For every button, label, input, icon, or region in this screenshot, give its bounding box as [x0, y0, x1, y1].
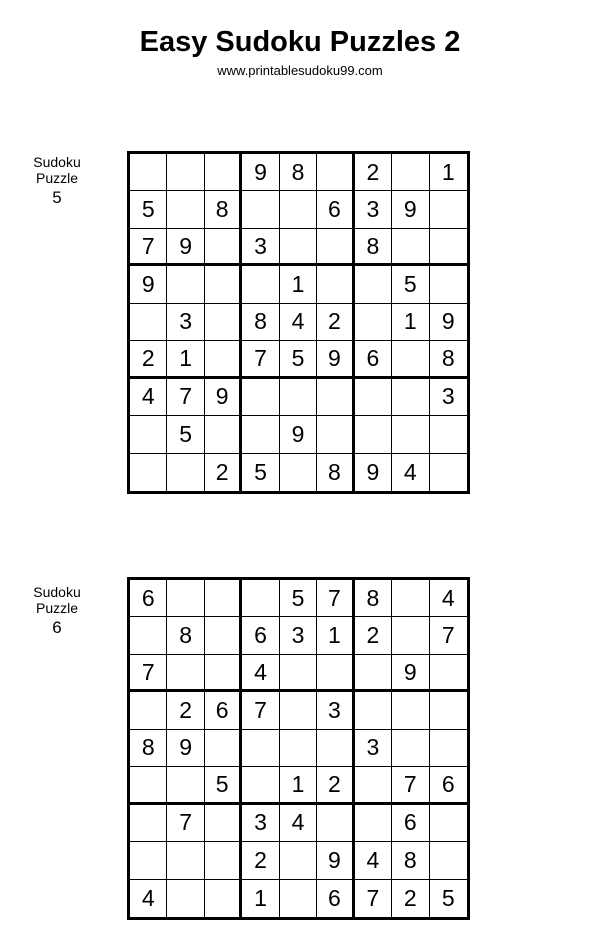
sudoku-cell: 2 [317, 767, 354, 804]
sudoku-cell: 2 [205, 454, 242, 491]
sudoku-cell [430, 842, 467, 879]
sudoku-cell [280, 730, 317, 767]
sudoku-cell: 9 [167, 730, 204, 767]
sudoku-cell [167, 454, 204, 491]
sudoku-cell [392, 341, 429, 378]
sudoku-cell [205, 154, 242, 191]
sudoku-cell: 6 [392, 805, 429, 842]
sudoku-cell: 6 [205, 692, 242, 729]
sudoku-cell: 2 [355, 154, 392, 191]
sudoku-cell: 4 [355, 842, 392, 879]
puzzle-label-line1: Sudoku [33, 154, 81, 170]
sudoku-cell: 6 [355, 341, 392, 378]
sudoku-cell [130, 767, 167, 804]
sudoku-cell: 5 [441, 884, 455, 911]
sudoku-cell: 9 [430, 304, 467, 341]
sudoku-cell [167, 880, 204, 917]
sudoku-cell: 7 [130, 229, 167, 266]
sudoku-cell [355, 767, 392, 804]
sudoku-cell [392, 154, 429, 191]
sudoku-cell: 2 [392, 880, 429, 917]
sudoku-cell [130, 154, 167, 191]
sudoku-cell: 6 [317, 880, 354, 917]
page-title: Easy Sudoku Puzzles 2 [139, 26, 461, 58]
sudoku-cell: 4 [242, 655, 279, 692]
sudoku-cell: 5 [280, 580, 317, 617]
sudoku-cell [392, 416, 429, 453]
sudoku-cell [392, 379, 429, 416]
sudoku-cell [167, 580, 204, 617]
sudoku-cell [317, 730, 354, 767]
sudoku-cell [280, 655, 317, 692]
sudoku-cell [167, 191, 204, 228]
sudoku-cell [205, 805, 242, 842]
sudoku-cell [130, 454, 167, 491]
sudoku-cell [280, 880, 317, 917]
sudoku-cell [205, 416, 242, 453]
sudoku-cell: 6 [430, 767, 467, 804]
sudoku-cell [205, 617, 242, 654]
sudoku-cell: 2 [317, 304, 354, 341]
sudoku-cell: 9 [392, 191, 429, 228]
sudoku-cell: 6 [317, 191, 354, 228]
sudoku-cell [242, 416, 279, 453]
puzzle-label-5 [22, 154, 92, 210]
sudoku-cell: 3 [355, 191, 392, 228]
sudoku-cell: 6 [242, 617, 279, 654]
sudoku-cell: 5 [167, 416, 204, 453]
sudoku-cell [205, 341, 242, 378]
sudoku-cell [430, 655, 467, 692]
sudoku-cell [130, 304, 167, 341]
sudoku-cell [317, 154, 354, 191]
sudoku-cell: 1 [280, 266, 317, 303]
sudoku-cell [430, 730, 467, 767]
sudoku-cell [130, 617, 167, 654]
sudoku-cell [242, 730, 279, 767]
sudoku-cell: 8 [130, 730, 167, 767]
sudoku-cell [280, 454, 317, 491]
sudoku-cell: 8 [167, 617, 204, 654]
sudoku-cell [355, 655, 392, 692]
sudoku-cell: 8 [242, 304, 279, 341]
sudoku-cell [430, 229, 467, 266]
sudoku-cell [317, 416, 354, 453]
sudoku-cell: 2 [130, 341, 167, 378]
sudoku-cell [280, 842, 317, 879]
sudoku-cell [130, 692, 167, 729]
sudoku-cell: 9 [392, 655, 429, 692]
sudoku-cell [430, 266, 467, 303]
sudoku-cell [392, 580, 429, 617]
sudoku-cell [280, 379, 317, 416]
sudoku-cell: 7 [355, 880, 392, 917]
sudoku-cell: 2 [355, 617, 392, 654]
sudoku-cell [242, 580, 279, 617]
sudoku-cell: 7 [167, 805, 204, 842]
sudoku-cell [205, 580, 242, 617]
sudoku-cell [242, 266, 279, 303]
sudoku-cell: 9 [280, 416, 317, 453]
sudoku-cell [392, 617, 429, 654]
sudoku-cell: 9 [130, 266, 167, 303]
puzzle-label-line1: Sudoku [33, 584, 81, 600]
sudoku-cell [355, 379, 392, 416]
sudoku-cell: 4 [392, 454, 429, 491]
sudoku-cell: 7 [392, 767, 429, 804]
sudoku-cell: 3 [430, 379, 467, 416]
sudoku-cell: 9 [205, 379, 242, 416]
sudoku-cell: 3 [242, 805, 279, 842]
sudoku-cell [205, 304, 242, 341]
sudoku-cell: 7 [430, 617, 467, 654]
sudoku-cell: 7 [167, 379, 204, 416]
sudoku-cell [167, 842, 204, 879]
sudoku-cell: 4 [130, 880, 167, 917]
puzzle-label-6 [22, 584, 92, 640]
sudoku-cell [317, 805, 354, 842]
sudoku-cell: 7 [130, 655, 167, 692]
sudoku-cell: 1 [430, 154, 467, 191]
sudoku-cell [205, 880, 242, 917]
sudoku-cell [317, 655, 354, 692]
sudoku-cell: 5 [242, 454, 279, 491]
sudoku-cell: 6 [130, 580, 167, 617]
sudoku-cell: 3 [242, 229, 279, 266]
sudoku-cell [355, 304, 392, 341]
sudoku-cell [205, 730, 242, 767]
sudoku-cell: 7 [317, 580, 354, 617]
sudoku-cell: 9 [167, 229, 204, 266]
sudoku-cell: 8 [355, 229, 392, 266]
sudoku-cell: 1 [167, 341, 204, 378]
sudoku-cell: 1 [242, 880, 279, 917]
sudoku-cell [430, 805, 467, 842]
sudoku-cell [205, 655, 242, 692]
sudoku-cell [205, 842, 242, 879]
puzzle-label-line2: Puzzle [35, 170, 79, 186]
puzzle-number: 5 [52, 188, 62, 207]
sudoku-cell [167, 154, 204, 191]
sudoku-cell: 3 [280, 617, 317, 654]
sudoku-cell [242, 191, 279, 228]
sudoku-cell [167, 767, 204, 804]
sudoku-grid-5 [127, 151, 470, 494]
sudoku-cell: 5 [205, 767, 242, 804]
sudoku-cell [355, 692, 392, 729]
sudoku-cell [242, 379, 279, 416]
sudoku-cell [280, 229, 317, 266]
sudoku-cell [167, 266, 204, 303]
sudoku-cell [317, 379, 354, 416]
sudoku-cell [317, 266, 354, 303]
sudoku-cell: 3 [167, 304, 204, 341]
sudoku-cell: 1 [280, 767, 317, 804]
sudoku-cell [130, 416, 167, 453]
sudoku-grid-6 [127, 577, 470, 920]
sudoku-cell: 8 [205, 191, 242, 228]
sudoku-cell: 8 [430, 341, 467, 378]
sudoku-cell [355, 416, 392, 453]
sudoku-cell: 4 [130, 379, 167, 416]
sudoku-cell: 9 [242, 154, 279, 191]
sudoku-cell [430, 692, 467, 729]
sudoku-cell: 5 [280, 341, 317, 378]
sudoku-cell [430, 191, 467, 228]
sudoku-cell [280, 191, 317, 228]
puzzle-number: 6 [52, 618, 62, 637]
sudoku-cell: 3 [317, 692, 354, 729]
sudoku-cell: 9 [317, 842, 354, 879]
sudoku-cell: 9 [317, 341, 354, 378]
sudoku-cell [392, 229, 429, 266]
sudoku-cell: 1 [392, 304, 429, 341]
sudoku-cell: 5 [392, 266, 429, 303]
sudoku-cell: 1 [317, 617, 354, 654]
sudoku-cell: 5 [130, 191, 167, 228]
sudoku-cell: 8 [355, 580, 392, 617]
sudoku-cell: 4 [280, 304, 317, 341]
sudoku-cell [205, 266, 242, 303]
sudoku-cell: 2 [242, 842, 279, 879]
website-url: www.printablesudoku99.com [217, 63, 383, 78]
sudoku-cell: 8 [317, 454, 354, 491]
sudoku-cell [430, 416, 467, 453]
sudoku-cell: 7 [242, 341, 279, 378]
sudoku-cell: 8 [392, 842, 429, 879]
sudoku-cell [392, 730, 429, 767]
sudoku-cell: 2 [167, 692, 204, 729]
sudoku-cell [392, 692, 429, 729]
sudoku-cell: 9 [355, 454, 392, 491]
sudoku-cell: 8 [280, 154, 317, 191]
sudoku-cell: 7 [242, 692, 279, 729]
sudoku-cell [205, 229, 242, 266]
sudoku-cell: 3 [355, 730, 392, 767]
sudoku-cell [355, 805, 392, 842]
sudoku-cell: 4 [430, 580, 467, 617]
sudoku-cell [167, 655, 204, 692]
sudoku-cell [317, 229, 354, 266]
sudoku-cell [280, 692, 317, 729]
sudoku-cell [242, 767, 279, 804]
sudoku-cell [130, 805, 167, 842]
sudoku-cell [130, 842, 167, 879]
puzzle-label-line2: Puzzle [35, 600, 79, 616]
sudoku-cell: 4 [280, 805, 317, 842]
sudoku-cell [430, 454, 467, 491]
sudoku-cell [355, 266, 392, 303]
